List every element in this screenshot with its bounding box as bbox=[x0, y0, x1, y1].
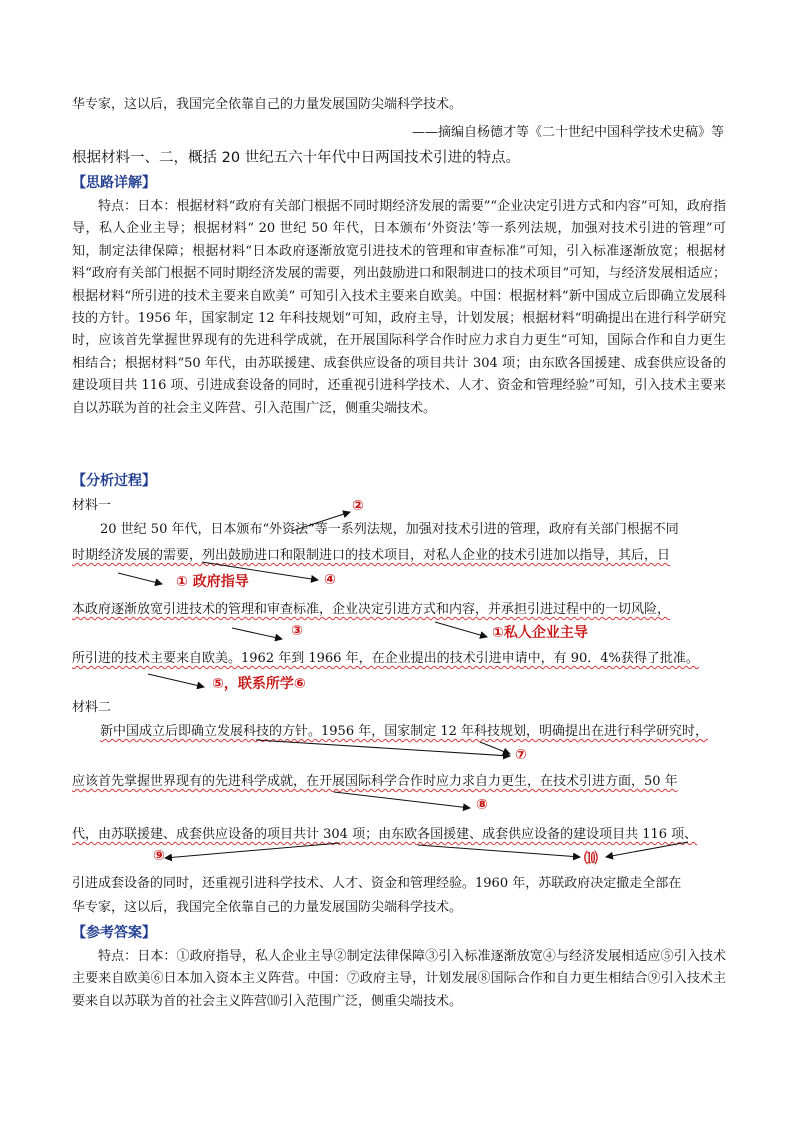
material-1-line-4: 所引进的技术主要来自欧美。1962 年到 1966 年，在企业提出的技术引进申请中，有 90．4%获得了批准。 bbox=[72, 651, 699, 666]
label-circle-8: ⑧ bbox=[476, 797, 488, 813]
arrow-to-1 bbox=[118, 573, 162, 584]
material-2-line-3: 代，由苏联援建、成套供应设备的项目共计 304 项；由东欧各国援建、成套供应设备的建设项目共 116 项、 bbox=[72, 827, 698, 842]
material-2-line-4: 引进成套设备的同时，还重视引进科学技术、人才、资金和管理经验。1960 年，苏联政府决定撤走全部在 bbox=[72, 876, 682, 891]
arrow-to-10a bbox=[606, 842, 688, 857]
material-2-line-1: 新中国成立后即确立发展科技的方针。1956 年，国家制定 12 年科技规划，明确提出在进行科学研究时， bbox=[100, 724, 709, 739]
answer-paragraph: 特点：日本：①政府指导，私人企业主导②制定法律保障③引入标准逐渐放宽④与经济发展相适应⑤引入技术主要来自欧美⑥日本加入资本主义阵营。中国：⑦政府主导，计划发展⑧国际合作和自力更生相结合⑨引入技术主要来自以苏联为首的社会主义阵营⑽引入范围广泛，侧重尖端技术。 bbox=[72, 949, 726, 1009]
source-citation: ——摘编自杨德才等《二十世纪中国科学技术史稿》等 bbox=[411, 125, 724, 140]
material-2-line-2: 应该首先掌握世界现有的先进科学成就，在开展国际科学合作时应力求自力更生，在技术引进方面，50 年 bbox=[72, 774, 678, 789]
section-heading-answer: 【参考答案】 bbox=[72, 925, 156, 941]
arrow-to-3 bbox=[232, 628, 282, 639]
label-circle-10: ⑽ bbox=[584, 851, 598, 867]
continued-text: 华专家，这以后，我国完全依靠自己的力量发展国防尖端科学技术。 bbox=[72, 97, 463, 112]
label-private-enterprise: ①私人企业主导 bbox=[492, 625, 588, 641]
label-circle-9: ⑨ bbox=[153, 848, 165, 864]
label-circle-2: ② bbox=[352, 498, 364, 514]
arrow-to-5-6 bbox=[148, 674, 204, 687]
arrow-to-7b bbox=[256, 740, 510, 756]
material-1-line-2: 时期经济发展的需要，列出鼓励进口和限制进口的技术项目，对私人企业的技术引进加以指导，其后，日 bbox=[72, 548, 671, 563]
material-2-title: 材料二 bbox=[72, 700, 112, 715]
arrow-to-9 bbox=[165, 843, 340, 858]
material-1-line-1: 20 世纪 50 年代，日本颁布“外资法”等一系列法规，加强对技术引进的管理，政府有关部门根据不同 bbox=[100, 522, 679, 537]
arrow-to-10b bbox=[418, 845, 580, 857]
label-gov-guidance: ① 政府指导 bbox=[176, 574, 249, 590]
label-circle-5-6: ⑤，联系所学⑥ bbox=[212, 676, 306, 692]
label-circle-3: ③ bbox=[291, 623, 303, 639]
material-1-title: 材料一 bbox=[72, 498, 112, 513]
label-circle-4: ④ bbox=[324, 572, 336, 588]
material-1-line-3: 本政府逐渐放宽引进技术的管理和审查标准，企业决定引进方式和内容，并承担引进过程中的一切风险， bbox=[72, 602, 671, 617]
question-text: 根据材料一、二，概括 20 世纪五六十年代中日两国技术引进的特点。 bbox=[72, 150, 521, 166]
section-heading-process: 【分析过程】 bbox=[72, 473, 156, 489]
arrow-to-1b bbox=[435, 622, 487, 637]
label-circle-7: ⑦ bbox=[515, 747, 527, 763]
material-2-line-5: 华专家，这以后，我国完全依靠自己的力量发展国防尖端科学技术。 bbox=[72, 900, 463, 915]
analysis-paragraph: 特点：日本：根据材料“政府有关部门根据不同时期经济发展的需要”“企业决定引进方式和内容”可知，政府指导，私人企业主导；根据材料“ 20 世纪 50 年代，日本颁布‘外资法’等一系列法规，加强对技术引进的管理”可知，制定法律保障；根据材料“日本政府逐渐放宽引进技术的管理和审查标准”可知，引入标准逐渐放宽；根据材料“政府有关部门根据不同时期经济发展的需要，列出鼓励进口和限制进口的技术项目”可知，与经济发展相适应；根据材料“所引进的技术主要来自欧美” 可知引入技术主要来自欧美。中国：根据材料“新中国成立后即确立发展科技的方针。1956 年，国家制定 12 年科技规划”可知，政府主导，计划发展；根据材料“明确提出在进行科学研究时，应该首先掌握世界现有的先进科学成就，在开展国际科学合作时应力求自力更生”可知，国际合作和自力更生相结合；根据材料“50 年代，由苏联援建、成套供应设备的项目共计 304 项；由东欧各国援建、成套供应设备的建设项目共 116 项、引进成套设备的同时，还重视引进科学技术、人才、资金和管理经验”可知，引入技术主要来自以苏联为首的社会主义阵营、引入范围广泛，侧重尖端技术。 bbox=[72, 199, 726, 416]
arrow-to-7a bbox=[480, 742, 510, 754]
arrow-to-8 bbox=[334, 792, 470, 808]
section-heading-thinking: 【思路详解】 bbox=[72, 175, 156, 191]
